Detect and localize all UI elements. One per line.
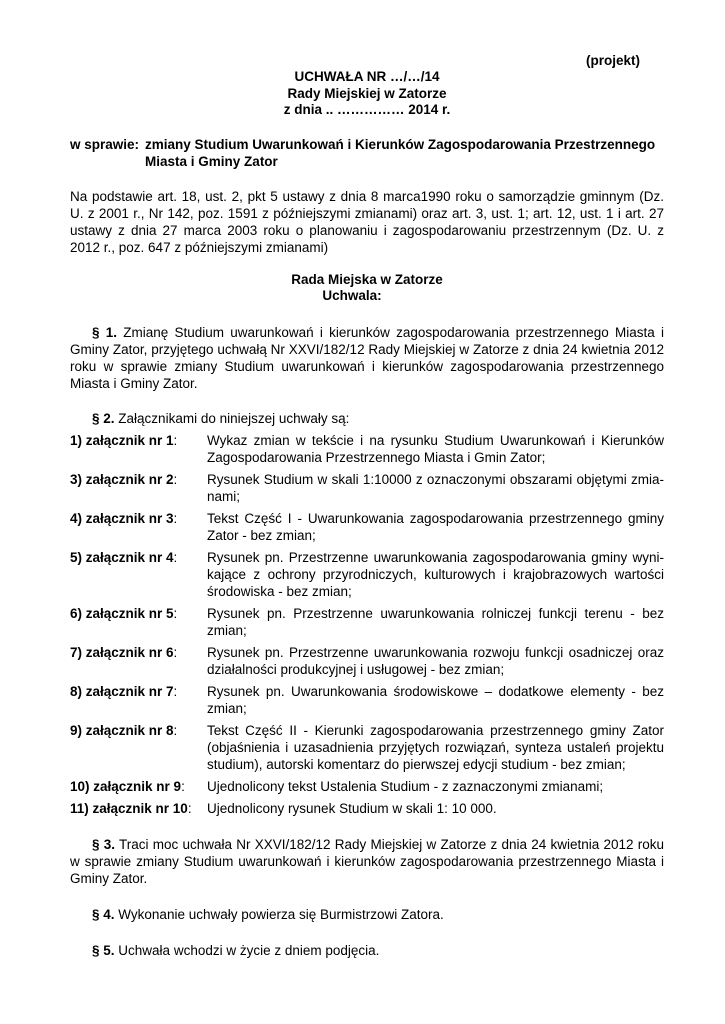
attachment-label: 1) załącznik nr 1 bbox=[70, 432, 174, 448]
section-4-mark: § 4. bbox=[92, 906, 115, 922]
section-5-text: Uchwała wchodzi w życie z dniem podjęcia. bbox=[118, 942, 380, 958]
section-4-text: Wykonanie uchwały powierza się Burmistrzowi Zatora. bbox=[118, 906, 444, 922]
resolution-date: z dnia .. …………… 2014 r. bbox=[283, 102, 451, 117]
section-4 bbox=[70, 906, 664, 923]
legal-basis: Na podstawie art. 18, ust. 2, pkt 5 ustawy z dnia 8 marca1990 roku o samorządzie gminnym (Dz. U. z 2001 r., Nr 142, poz. 1591 z późniejszymi zmianami) oraz art. 3, ust. 1; art. 12, ust. 1 i art. 27 ustawy z dnia 27 marca 2003 roku o planowaniu i zagospodarowaniu przestrzennym (Dz. U. z 2012 r., poz. 647 z późniejszymi zmianami) bbox=[70, 188, 664, 255]
section-2-text: Załącznikami do niniejszej uchwały są: bbox=[118, 410, 350, 426]
attachment-label: 4) załącznik nr 3 bbox=[70, 510, 174, 526]
attachment-label: 8) załącznik nr 7 bbox=[70, 683, 174, 699]
attachment-description: Rysunek pn. Przestrzenne uwarunkowania rolniczej funkcji terenu - bez zmian; bbox=[207, 605, 664, 638]
resolving-body-name: Rada Miejska w Zatorze bbox=[291, 271, 443, 287]
resolution-council: Rady Miejskiej w Zatorze bbox=[287, 85, 447, 101]
section-3-mark: § 3. bbox=[92, 836, 115, 852]
attachment-label: 6) załącznik nr 5 bbox=[70, 605, 174, 621]
attachments-list bbox=[70, 432, 664, 817]
attachment-label: 10) załącznik nr 9 bbox=[70, 778, 182, 794]
subject-label: w sprawie: bbox=[70, 136, 140, 152]
attachment-description: Rysunek pn. Uwarunkowania środowiskowe – dodatkowe elementy - bez zmian; bbox=[207, 683, 664, 716]
section-2-mark: § 2. bbox=[92, 410, 115, 426]
attachment-label: 9) załącznik nr 8 bbox=[70, 722, 174, 738]
section-3 bbox=[70, 836, 664, 887]
attachment-item: 9) załącznik nr 8: Tekst Część II - Kierunki zagospodarowania przestrzennego gminy Zator (objaśnienia i uzasadnienia przyjętych rozwiązań, synteza ustaleń projektu studium), autorski komentarz do pierwszej edycji studium - bez zmian; bbox=[70, 722, 664, 772]
section-5 bbox=[70, 942, 664, 959]
attachment-label: 3) załącznik nr 2 bbox=[70, 471, 174, 487]
attachment-item: 10) załącznik nr 9: Ujednolicony tekst Ustalenia Studium - z zaznaczonymi zmianami; bbox=[70, 778, 664, 795]
attachment-description: Tekst Część I - Uwarunkowania zagospodarowania przestrzennego gminy Zator - bez zmian; bbox=[207, 510, 664, 543]
attachment-item: 3) załącznik nr 2: Rysunek Studium w skali 1:10000 z oznaczonymi obszarami objętymi zmianami; bbox=[70, 471, 664, 504]
resolution-header bbox=[70, 69, 664, 119]
attachment-label: 7) załącznik nr 6 bbox=[70, 644, 174, 660]
attachment-item: 5) załącznik nr 4: Rysunek pn. Przestrzenne uwarunkowania zagospodarowania gminy wynikające z ochrony przyrodniczych, kulturowych i krajobrazowych wartości środowiska - bez zmian; bbox=[70, 549, 664, 599]
attachment-item: 1) załącznik nr 1: Wykaz zmian w tekście i na rysunku Studium Uwarunkowań i Kierunków Zagospodarowania Przestrzennego Miasta i Gmin Zator; bbox=[70, 432, 664, 465]
section-5-mark: § 5. bbox=[92, 942, 115, 958]
resolution-title: UCHWAŁA NR …/…/14 bbox=[294, 69, 440, 84]
resolution-subject bbox=[70, 136, 664, 170]
attachment-item: 11) załącznik nr 10: Ujednolicony rysunek Studium w skali 1: 10 000. bbox=[70, 800, 664, 817]
resolving-verb: Uchwala: bbox=[322, 288, 382, 303]
section-1 bbox=[70, 324, 664, 392]
attachment-description: Ujednolicony tekst Ustalenia Studium - z zaznaczonymi zmianami; bbox=[207, 778, 604, 794]
attachment-item: 8) załącznik nr 7: Rysunek pn. Uwarunkowania środowiskowe – dodatkowe elementy - bez zmian; bbox=[70, 683, 664, 716]
section-1-text: Zmianę Studium uwarunkowań i kierunków zagospodarowania przestrzennego Miasta i Gminy Zator, przyjętego uchwałą Nr XXVI/182/12 Rady Miejskiej w Zatorze z dnia 24 kwietnia 2012 roku w sprawie zmiany Studium uwarunkowań i kierunków zagospodarowania przestrzennego Miasta i Gminy Zator. bbox=[70, 324, 664, 391]
attachment-description: Ujednolicony rysunek Studium w skali 1: 10 000. bbox=[207, 800, 497, 816]
attachment-description: Rysunek pn. Przestrzenne uwarunkowania zagospodarowania gminy wynikające z ochrony przyrodniczych, kulturowych i krajobrazowych wartości środowiska - bez zmian; bbox=[207, 549, 664, 599]
section-1-mark: § 1. bbox=[92, 324, 118, 340]
attachment-description: Rysunek pn. Przestrzenne uwarunkowania rozwoju funkcji osadniczej oraz działalności produkcyjnej i usługowej - bez zmian; bbox=[207, 644, 664, 677]
document-page bbox=[70, 52, 664, 959]
subject-text: zmiany Studium Uwarunkowań i Kierunków Zagospodarowania Przestrzennego Miasta i Gminy Zator bbox=[145, 136, 656, 169]
section-2 bbox=[70, 410, 664, 427]
attachment-label: 11) załącznik nr 10 bbox=[70, 800, 188, 816]
attachment-description: Wykaz zmian w tekście i na rysunku Studium Uwarunkowań i Kierunków Zagospodarowania Przestrzennego Miasta i Gmin Zator; bbox=[207, 432, 664, 465]
draft-marker: (projekt) bbox=[586, 53, 640, 68]
attachment-label: 5) załącznik nr 4 bbox=[70, 549, 174, 565]
attachment-description: Tekst Część II - Kierunki zagospodarowania przestrzennego gminy Zator (objaśnienia i uzasadnienia przyjętych rozwiązań, synteza ustaleń projektu studium), autorski komentarz do pierwszej edycji studium - bez zmian; bbox=[207, 722, 664, 772]
attachment-item: 4) załącznik nr 3: Tekst Część I - Uwarunkowania zagospodarowania przestrzennego gminy Zator - bez zmian; bbox=[70, 510, 664, 543]
attachment-item: 6) załącznik nr 5: Rysunek pn. Przestrzenne uwarunkowania rolniczej funkcji terenu - bez zmian; bbox=[70, 605, 664, 638]
attachment-description: Rysunek Studium w skali 1:10000 z oznaczonymi obszarami objętymi zmianami; bbox=[207, 471, 664, 504]
section-3-text: Traci moc uchwała Nr XXVI/182/12 Rady Miejskiej w Zatorze z dnia 24 kwietnia 2012 roku w sprawie zmiany Studium uwarunkowań i kierunków zagospodarowania przestrzennego Miasta i Gminy Zator. bbox=[70, 836, 664, 886]
resolving-body bbox=[70, 272, 664, 305]
attachment-item: 7) załącznik nr 6: Rysunek pn. Przestrzenne uwarunkowania rozwoju funkcji osadniczej oraz działalności produkcyjnej i usługowej - bez zmian; bbox=[70, 644, 664, 677]
